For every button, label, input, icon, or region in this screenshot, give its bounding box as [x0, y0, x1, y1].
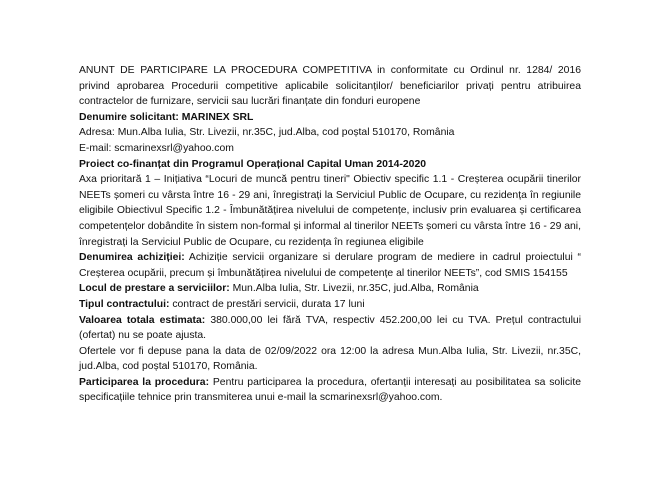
location-label: Locul de prestare a serviciilor: [79, 283, 230, 295]
solicitant-value: MARINEX SRL [178, 111, 254, 123]
solicitant-line [79, 110, 581, 126]
location-line [79, 281, 581, 297]
participation-label: Participarea la procedura: [79, 376, 210, 388]
email-line: E-mail: scmarinexsrl@yahoo.com [79, 142, 234, 154]
participation-value: Pentru participarea la procedura, ofertanții interesați au posibilitatea sa solicite specificațiile tehnice prin transmiterea unui e-mail la scmarinexsrl@yahoo.com. [79, 376, 581, 404]
intro-paragraph: ANUNT DE PARTICIPARE LA PROCEDURA COMPETITIVA in conformitate cu Ordinul nr. 1284/ 2016 privind aprobarea Procedurii competitive aplicabile solicitanților/ beneficiarilor privați pentru atribuirea contractelor de furnizare, servicii sau lucrări finanțate din fonduri europene [79, 65, 581, 108]
acquisition-label: Denumirea achiziției: [79, 252, 185, 264]
contract-type-label: Tipul contractului: [79, 298, 170, 310]
offers-paragraph: Ofertele vor fi depuse pana la data de 02/09/2022 ora 12:00 la adresa Mun.Alba Iulia, Str. Livezii, nr.35C, jud.Alba, cod poștal 510170, România. [79, 345, 581, 373]
value-paragraph [79, 313, 581, 344]
contract-type-value: contract de prestări servicii, durata 17 luni [169, 298, 365, 310]
project-title: Proiect co-finanțat din Programul Operațional Capital Uman 2014-2020 [79, 158, 427, 170]
acquisition-value: Achiziție servicii organizare si derulare program de mediere in cadrul proiectului “ Creșterea ocupării, precum și îmbunătățirea nivelului de competențe al tinerilor NEETs”, cod SMIS 154155 [79, 252, 582, 279]
announcement-document [79, 63, 581, 406]
solicitant-label: Denumire solicitant: [79, 111, 179, 123]
participation-paragraph [79, 375, 581, 406]
address-line: Adresa: Mun.Alba Iulia, Str. Livezii, nr.35C, jud.Alba, cod poștal 510170, România [79, 127, 455, 139]
value-text: 380.000,00 lei fără TVA, respectiv 452.200,00 lei cu TVA. Prețul contractului (ofertat) nu se poate ajusta. [79, 314, 582, 342]
acquisition-paragraph [79, 250, 581, 281]
location-value: Mun.Alba Iulia, Str. Livezii, nr.35C, jud.Alba, România [229, 283, 479, 295]
axis-paragraph: Axa prioritară 1 – Inițiativa “Locuri de muncă pentru tineri" Obiectiv specific 1.1 - Creșterea ocupării tinerilor NEETs șomeri cu vârsta între 16 - 29 ani, înregistrați la Serviciul Public de Ocupare, cu rezidența în regiunile eligibile Obiectivul Specific 1.2 - Îmbunătățirea nivelului de competențe, inclusiv prin evaluarea și certificarea competențelor dobândite în sistem non-formal și informal al tinerilor NEETs șomeri cu vârsta între 16 - 29 ani, înregistrați la Serviciul Public de Ocupare, cu rezidența în regiunea eligibile [79, 174, 581, 248]
value-label: Valoarea totala estimata: [79, 314, 206, 326]
contract-type-line [79, 297, 581, 313]
